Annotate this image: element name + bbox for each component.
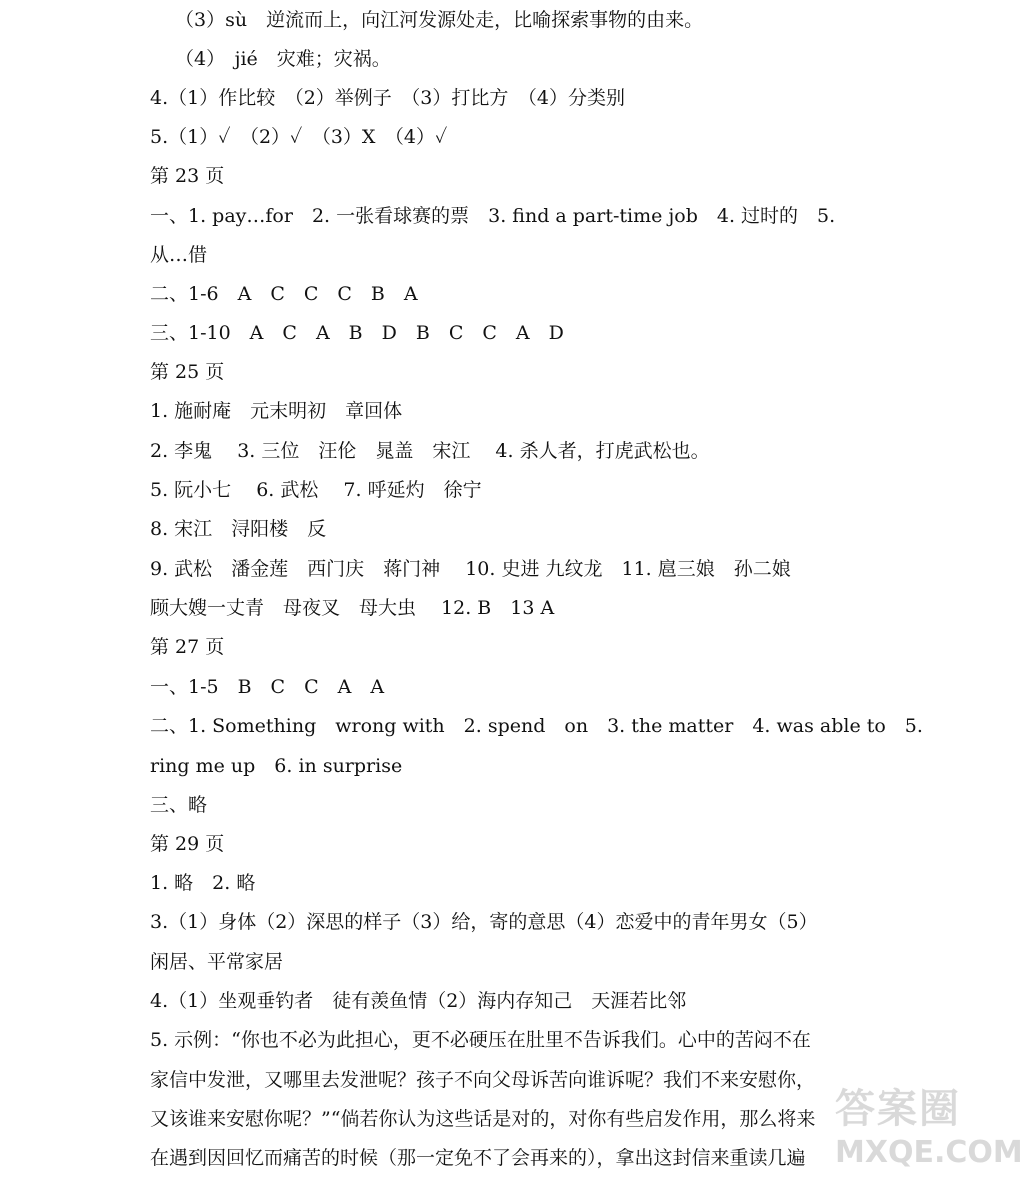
text-line: 2. 李鬼 3. 三位 汪伦 晁盖 宋江 4. 杀人者，打虎武松也。 <box>150 440 710 462</box>
text-line: 8. 宋江 浔阳楼 反 <box>150 518 327 540</box>
text-line: （4） jié 灾难；灾祸。 <box>175 48 391 70</box>
text-line: 一、1. pay…for 2. 一张看球赛的票 3. find a part-time job 4. 过时的 5. <box>150 205 836 227</box>
text-line: 3.（1）身体（2）深思的样子（3）给，寄的意思（4）恋爱中的青年男女（5） <box>150 911 818 933</box>
text-line: 1. 施耐庵 元末明初 章回体 <box>150 400 403 422</box>
text-line: 三、略 <box>150 794 208 816</box>
text-line: 闲居、平常家居 <box>150 951 284 973</box>
watermark <box>835 1082 1023 1174</box>
text-line: 二、1. Something wrong with 2. spend on 3. the matter 4. was able to 5. <box>150 715 923 737</box>
text-line: 4.（1）作比较 （2）举例子 （3）打比方 （4）分类别 <box>150 87 625 109</box>
section-heading: 第 23 页 <box>150 165 225 187</box>
text-line: 4.（1）坐观垂钓者 徒有羡鱼情（2）海内存知己 天涯若比邻 <box>150 990 687 1012</box>
section-heading: 第 25 页 <box>150 361 225 383</box>
text-line: 顾大嫂一丈青 母夜叉 母大虫 12. B 13 A <box>150 597 555 619</box>
section-heading: 第 29 页 <box>150 833 225 855</box>
watermark-url: MXQE.COM <box>835 1135 1023 1170</box>
text-line: ring me up 6. in surprise <box>150 755 403 777</box>
section-heading: 第 27 页 <box>150 636 225 658</box>
text-line: 9. 武松 潘金莲 西门庆 蒋门神 10. 史进 九纹龙 11. 扈三娘 孙二娘 <box>150 558 791 580</box>
text-line: 在遇到因回忆而痛苦的时候（那一定免不了会再来的），拿出这封信来重读几遍 <box>150 1147 806 1169</box>
text-line: 从…借 <box>150 244 208 266</box>
text-line: 一、1-5 B C C A A <box>150 676 385 698</box>
text-line: 5. 示例：“你也不必为此担心，更不必硬压在肚里不告诉我们。心中的苦闷不在 <box>150 1029 811 1051</box>
text-line: 二、1-6 A C C C B A <box>150 283 418 305</box>
text-line: 三、1-10 A C A B D B C C A D <box>150 322 564 344</box>
text-line: 家信中发泄，又哪里去发泄呢？孩子不向父母诉苦向谁诉呢？我们不来安慰你， <box>150 1069 816 1091</box>
text-line: 5. 阮小七 6. 武松 7. 呼延灼 徐宁 <box>150 479 482 501</box>
text-line: 1. 略 2. 略 <box>150 872 256 894</box>
text-line: 5.（1）✓ （2）✓ （3）X （4）✓ <box>150 126 448 148</box>
text-line: （3）sù 逆流而上，向江河发源处走，比喻探索事物的由来。 <box>175 9 704 31</box>
watermark-logo: 答案圈 <box>835 1086 961 1132</box>
text-line: 又该谁来安慰你呢？”“倘若你认为这些话是对的，对你有些启发作用，那么将来 <box>150 1108 816 1130</box>
